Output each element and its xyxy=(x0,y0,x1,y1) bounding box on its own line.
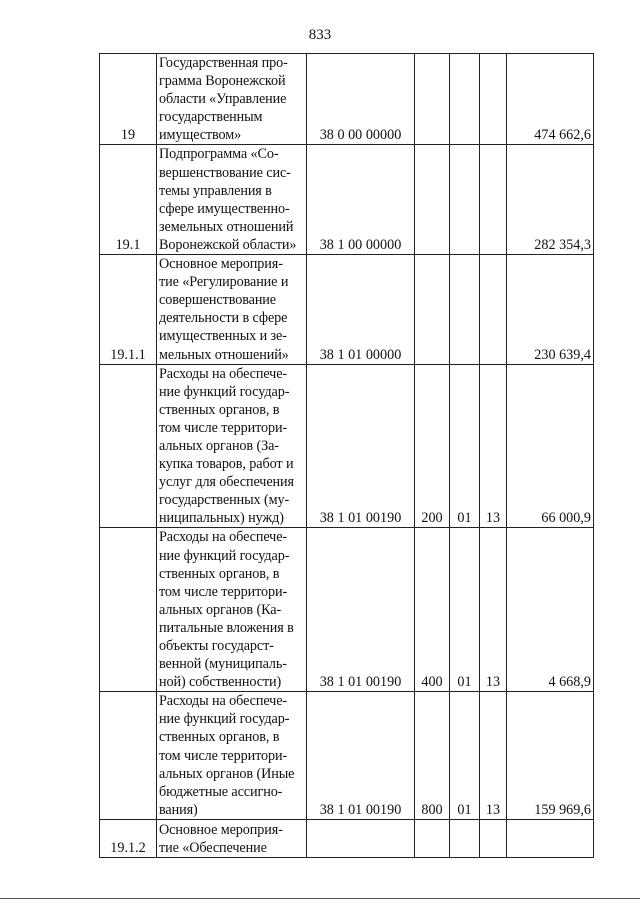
row-amount: 4 668,9 xyxy=(507,528,594,692)
row-name: Государственная про- грамма Воронежской области «Управление государственным имуществом» xyxy=(157,54,307,145)
row-name: Расходы на обеспече- ние функций государ- ственных органов, в том числе территори- альных органов (Иные бюджетные ассигно- вания) xyxy=(157,692,307,820)
row-subsection xyxy=(480,54,507,145)
table-row xyxy=(100,364,594,528)
row-number xyxy=(100,364,157,528)
row-expense-type xyxy=(415,54,450,145)
row-subsection xyxy=(480,145,507,255)
table-row xyxy=(100,145,594,255)
row-subsection xyxy=(480,819,507,857)
row-amount: 474 662,6 xyxy=(507,54,594,145)
row-section: 01 xyxy=(450,528,480,692)
row-name: Основное мероприя- тие «Обеспечение xyxy=(157,819,307,857)
table-row xyxy=(100,528,594,692)
row-number: 19.1 xyxy=(100,145,157,255)
row-code: 38 1 01 00190 xyxy=(307,692,415,820)
page-number: 833 xyxy=(308,27,332,43)
row-code: 38 0 00 00000 xyxy=(307,54,415,145)
row-name: Расходы на обеспече- ние функций государ- ственных органов, в том числе территори- альных органов (Ка- питальные вложения в объекты государст- венной (муниципаль- ной) собственности) xyxy=(157,528,307,692)
row-number xyxy=(100,528,157,692)
table-row xyxy=(100,692,594,820)
row-expense-type xyxy=(415,145,450,255)
row-amount: 230 639,4 xyxy=(507,255,594,365)
row-code: 38 1 00 00000 xyxy=(307,145,415,255)
row-subsection: 13 xyxy=(480,528,507,692)
row-number: 19.1.2 xyxy=(100,819,157,857)
row-expense-type xyxy=(415,255,450,365)
row-expense-type: 400 xyxy=(415,528,450,692)
row-expense-type: 200 xyxy=(415,364,450,528)
row-code: 38 1 01 00190 xyxy=(307,528,415,692)
row-name: Основное мероприя- тие «Регулирование и совершенствование деятельности в сфере имущественных и зе- мельных отношений» xyxy=(157,255,307,365)
budget-table xyxy=(99,53,594,858)
row-section xyxy=(450,54,480,145)
row-amount: 66 000,9 xyxy=(507,364,594,528)
row-amount: 282 354,3 xyxy=(507,145,594,255)
row-section xyxy=(450,819,480,857)
row-subsection: 13 xyxy=(480,364,507,528)
row-code: 38 1 01 00190 xyxy=(307,364,415,528)
row-subsection xyxy=(480,255,507,365)
row-amount: 159 969,6 xyxy=(507,692,594,820)
row-section xyxy=(450,145,480,255)
row-code: 38 1 01 00000 xyxy=(307,255,415,365)
row-number: 19.1.1 xyxy=(100,255,157,365)
row-section xyxy=(450,255,480,365)
row-name: Расходы на обеспече- ние функций государ- ственных органов, в том числе территори- альных органов (За- купка товаров, работ и услуг для обеспечения государственных (му- ниципальных) нужд) xyxy=(157,364,307,528)
row-amount xyxy=(507,819,594,857)
row-number xyxy=(100,692,157,820)
table-row xyxy=(100,255,594,365)
row-code xyxy=(307,819,415,857)
row-section: 01 xyxy=(450,364,480,528)
row-number: 19 xyxy=(100,54,157,145)
row-expense-type xyxy=(415,819,450,857)
page-edge-line xyxy=(0,898,640,899)
row-expense-type: 800 xyxy=(415,692,450,820)
row-subsection: 13 xyxy=(480,692,507,820)
row-section: 01 xyxy=(450,692,480,820)
table-row xyxy=(100,819,594,857)
table-row xyxy=(100,54,594,145)
row-name: Подпрограмма «Со- вершенствование сис- темы управления в сфере имущественно- земельных отношений Воронежской области» xyxy=(157,145,307,255)
